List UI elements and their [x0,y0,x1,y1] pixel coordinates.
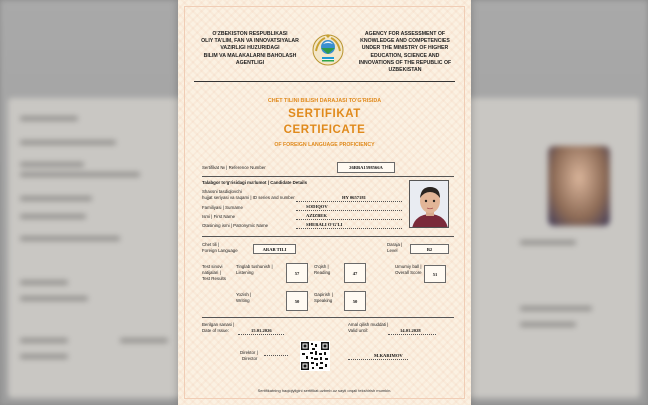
header-left-line: OLIY TA'LIM, FAN VA INNOVATSIYALAR [201,38,299,45]
results-label-1: Test sinovi [202,264,223,269]
language-label-1: Chet tili | [202,242,220,247]
listening-score: 57 [286,263,308,283]
first-name-label: Ismi | First Name [202,214,236,219]
blurred-text-line [20,172,140,177]
dotted-line [264,355,288,356]
speaking-score: 50 [344,291,366,311]
director-label-1: Direktor | [240,350,258,355]
header-right-line: INNOVATIONS OF THE REPUBLIC OF [358,59,452,66]
blurred-text-line [520,306,592,311]
dotted-line [296,228,402,229]
level-label-1: Daraja | [387,242,403,247]
director-label-2: Director [242,356,258,361]
results-label-2: natijalari | [202,270,221,275]
speaking-label-2: Speaking [314,298,333,303]
qr-code-icon[interactable] [300,341,330,371]
overall-score: 51 [424,265,446,283]
surname-label: Familiyasi | Surname [202,205,243,210]
director-name: M.KARIMOV [374,353,403,358]
issue-date-label-1: Berilgan sanasi | [202,322,235,327]
first-name-value: AZIZBEK [306,213,327,218]
blurred-text-line [20,116,78,121]
writing-score: 50 [286,291,308,311]
surname-value: SODIQOV [306,204,328,209]
blurred-text-line [20,214,86,219]
title-subtitle: OF FOREIGN LANGUAGE PROFICIENCY [274,142,375,148]
header-left-line: VAZIRLIGI HUZURIDAGI [220,45,280,52]
title-sertifikat: SERTIFIKAT [288,108,361,120]
reference-number: 26RBA1598566A [337,162,395,173]
issue-date-label-2: Date of Issue: [202,328,230,333]
certificate [178,0,471,405]
blurred-text-line [520,240,576,245]
writing-label-2: Writing [236,298,250,303]
divider [202,236,454,237]
overall-label-1: Umumiy ball | [395,264,422,269]
blurred-photo [548,146,610,226]
language-label-2: Foreign Language [202,248,238,253]
portrait-image [410,181,449,228]
valid-until-label-2: Valid until: [348,328,368,333]
blurred-text-line [20,280,68,285]
dotted-line [296,210,402,211]
header-left-line: BILIM VA MALAKALARNI BAHOLASH [203,52,297,59]
candidate-heading: Talabgor to'g'risidagi ma'lumot | Candidate Details [202,180,308,185]
blurred-text-line [20,354,68,359]
blurred-text-line [20,296,88,301]
blurred-text-line [20,140,116,145]
writing-label-1: Yozish | [236,292,252,297]
blurred-text-line [20,196,92,201]
verification-note: Sertifikatning haqiqiyligini sertifikat.uzbmb.uz sayti orqali tekshirish mumkin. [257,388,392,393]
header-right-line: UNDER THE MINISTRY OF HIGHER [361,45,449,52]
listening-label-1: Tinglab tushunish | [236,264,273,269]
valid-until-label-1: Amal qilish muddati | [348,322,389,327]
patronymic-value: SHERALI O'G'LI [306,222,343,227]
header-divider [194,81,455,82]
dotted-line [296,219,402,220]
uzbekistan-emblem-icon [311,33,345,67]
language-value: ARAB TILI [253,244,296,254]
listening-label-2: Listening [236,270,254,275]
reading-score: 47 [344,263,366,283]
blurred-text-line [20,162,84,167]
header-left-line: O'ZBEKISTON RESPUBLIKASI [212,31,288,37]
header-right-line: KNOWLEDGE AND COMPETENCIES [360,38,450,45]
reading-label-1: O'qish | [314,264,329,269]
overall-label-2: Overall Score [395,270,422,275]
header-left-line: AGENTLIGI [235,59,265,66]
candidate-photo [409,180,449,228]
passport-label-2: hujjat seriyasi va raqami | ID series and number [202,195,295,200]
blurred-text-line [20,236,120,241]
results-label-3: Test Results [202,276,226,281]
divider [202,176,454,177]
divider [202,317,454,318]
title-certificate: CERTIFICATE [283,124,366,136]
blurred-text-line [20,338,68,343]
blurred-text-line [520,322,576,327]
header-right-line: AGENCY FOR ASSESSMENT OF [364,31,446,37]
header-right-line: EDUCATION, SCIENCE AND [370,52,440,59]
dotted-line [388,334,436,335]
title-top: CHET TILINI BILISH DARAJASI TO'G'RISIDA [267,98,382,104]
issue-date-value: 15.01.2026 [251,328,272,333]
header-right-line: UZBEKISTAN [388,67,422,74]
dotted-line [296,201,402,202]
header-left [190,31,310,67]
patronymic-label: Otasining ismi | Patronymic Name [202,223,269,228]
level-label-2: Level [387,248,398,253]
passport-label-1: Shaxsni tasdiqlovchi [202,189,242,194]
valid-until-value: 14.01.2028 [400,328,421,333]
blurred-text-line [120,338,168,343]
passport-value: HY 0657181 [342,195,366,200]
dotted-line [238,334,284,335]
dotted-line [348,359,408,360]
speaking-label-1: Gapirish | [314,292,333,297]
level-value: B2 [410,244,449,254]
header-right [346,31,464,74]
reading-label-2: Reading [314,270,331,275]
reference-label: Sertifikat № | Reference Number [202,165,266,170]
